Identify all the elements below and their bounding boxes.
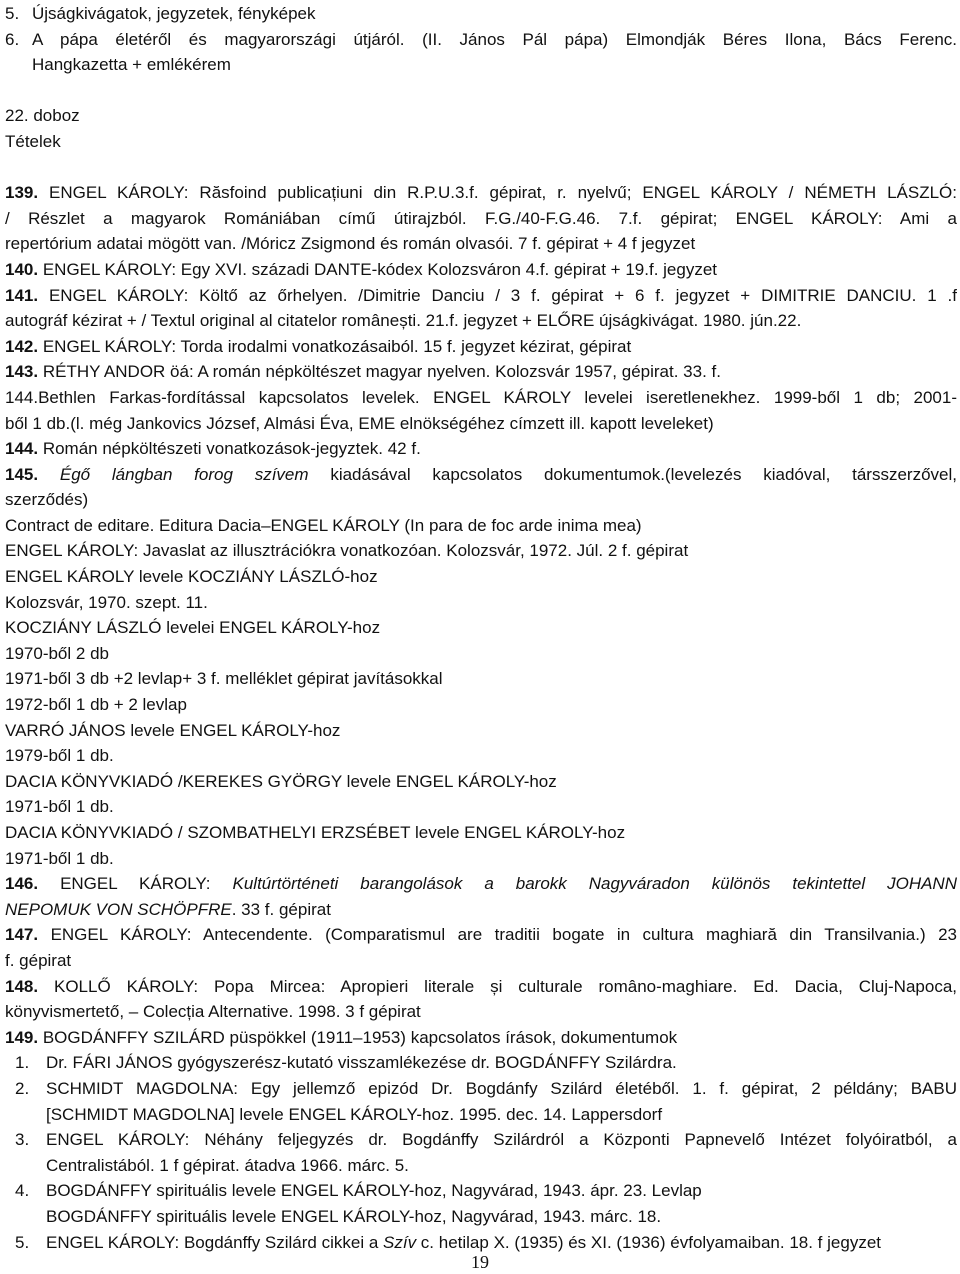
sublist-item: 2. SCHMIDT MAGDOLNA: Egy jellemző epizód Dr. Bogdánfy Szilárd életéből. 1. f. gépirat, 2 példány; BABU [SCHMIDT MAGDOLNA] levele ENGEL KÁROLY-hoz. 1995. dec. 14. Lappersdorf: [15, 1078, 957, 1124]
sublist-item: 1. Dr. FÁRI JÁNOS gyógyszerész-kutató visszamlékezése dr. BOGDÁNFFY Szilárdra.: [15, 1053, 677, 1073]
entry-145-line: 1971-ből 3 db +2 levlap+ 3 f. melléklet gépirat javításokkal: [5, 669, 443, 689]
entry-145-line: VARRÓ JÁNOS levele ENGEL KÁROLY-hoz: [5, 720, 341, 740]
sublist-item: 3. ENGEL KÁROLY: Néhány feljegyzés dr. Bogdánffy Szilárdról a Központi Papnevelő Intézet folyóiratból, a Centralistából. 1 f gépirat. átadva 1966. márc. 5.: [15, 1130, 957, 1175]
entry-145-line: 1971-ből 1 db.: [5, 848, 114, 868]
entry-145-line: DACIA KÖNYVKIADÓ /KEREKES GYÖRGY levele ENGEL KÁROLY-hoz: [5, 771, 557, 791]
entry-144b: 144. Román népköltészeti vonatkozások-jegyztek. 42 f.: [5, 439, 421, 459]
entry-145-line: 1972-ből 1 db + 2 levlap: [5, 695, 187, 715]
entry-147: 147. ENGEL KÁROLY: Antecendente. (Comparatismul are traditii bogate in cultura maghiară din Transilvania.) 23 f. gépirat: [5, 925, 957, 970]
entry-145-line: 1970-ből 2 db: [5, 643, 109, 663]
entry-142: 142. ENGEL KÁROLY: Torda irodalmi vonatkozásaiból. 15 f. jegyzet kézirat, gépirat: [5, 336, 632, 356]
entry-145-line: ENGEL KÁROLY levele KOCZIÁNY LÁSZLÓ-hoz: [5, 567, 378, 587]
entry-145-line: ENGEL KÁROLY: Javaslat az illusztrációkra vonatkozóan. Kolozsvár, 1972. Júl. 2 f. gépirat: [5, 541, 689, 561]
list-item-5: 5. Újságkivágatok, jegyzetek, fényképek: [5, 4, 316, 23]
entry-148: 148. KOLLŐ KÁROLY: Popa Mircea: Apropieri literale și culturale româno-maghiare. Ed. Dacia, Cluj-Napoca, könyvismertető, – Colecția Alternative. 1998. 3 f gépirat: [5, 976, 957, 1022]
entry-145-line: Contract de editare. Editura Dacia–ENGEL KÁROLY (In para de foc arde inima mea): [5, 515, 642, 535]
box-subheading: Tételek: [5, 131, 61, 151]
entry-145-line: 1979-ből 1 db.: [5, 746, 114, 766]
sublist-item: 5. ENGEL KÁROLY: Bogdánffy Szilárd cikkei a Szív c. hetilap X. (1935) és XI. (1936) évfolyamaiban. 18. f jegyzet: [15, 1232, 881, 1252]
entry-145: 145. Égő lángban forog szívem kiadásával kapcsolatos dokumentumok.(levelezés kiadóval, társszerzővel, szerződés) Contract de editare. Editura Dacia–ENGEL KÁROLY (In para de foc arde inima mea) ENGEL KÁROLY: Javaslat az illusztrációkra vonatkozóan. Kolozsvár, 1972. Júl. 2 f. gépirat ENGEL KÁROLY levele KOCZIÁNY LÁSZLÓ-hoz Kolozsvár, 1970. szept. 11. KOCZIÁNY LÁSZLÓ levelei ENGEL KÁROLY-hoz 1970-ből 2 db 1971-ből 3 db +2 levlap+ 3 f. melléklet gépirat javításokkal 1972-ből 1 db + 2 levlap VARRÓ JÁNOS levele ENGEL KÁROLY-hoz 1979-ből 1 db. DACIA KÖNYVKIADÓ /KEREKES GYÖRGY levele ENGEL KÁROLY-hoz 1971-ből 1 db. DACIA KÖNYVKIADÓ / SZOMBATHELYI ERZSÉBET levele ENGEL KÁROLY-hoz 1971-ből 1 db.: [5, 462, 957, 872]
entry-145-line: Kolozsvár, 1970. szept. 11.: [5, 592, 208, 612]
entry-141: 141. ENGEL KÁROLY: Költő az őrhelyen. /Dimitrie Danciu / 3 f. gépirat + 6 f. jegyzet + DIMITRIE DANCIU. 1 .f autográf kézirat + / Textul original al citatelor românești. 21.f. jegyzet + ELŐRE újságkivágat. 1980. jún.22.: [5, 285, 957, 331]
box-label: 22. doboz: [5, 106, 80, 126]
entry-145-line: 1971-ből 1 db.: [5, 797, 114, 817]
entry-139: 139. ENGEL KÁROLY: Răsfoind publicațiuni din R.P.U.3.f. gépirat, r. nyelvű; ENGEL KÁROLY / NÉMETH LÁSZLÓ: / Részlet a magyarok Romániában című útirajzból. F.G./40-F.G.46. 7.f. gépirat; ENGEL KÁROLY: Ami a repertórium adatai mögött van. /Móricz Zsigmond és román olvasói. 7 f. gépirat + 4 f jegyzet: [5, 183, 957, 254]
entry-143: 143. RÉTHY ANDOR öá: A román népköltészet magyar nyelven. Kolozsvár 1957, gépirat. 33. f.: [5, 362, 721, 382]
document-page: [5, 1, 957, 1255]
entry-144: 144.Bethlen Farkas-fordítással kapcsolatos levelek. ENGEL KÁROLY levelei iseretlenekhez. 1999-ből 1 db; 2001- ből 1 db.(l. még Jankovics József, Almási Éva, EME elnökségéhez címzett ill. kapott leveleket): [5, 387, 957, 433]
entry-145-line: DACIA KÖNYVKIADÓ / SZOMBATHELYI ERZSÉBET levele ENGEL KÁROLY-hoz: [5, 823, 626, 842]
entry-146: 146. ENGEL KÁROLY: Kultúrtörténeti barangolások a barokk Nagyváradon különös tekintettel JOHANN NEPOMUK VON SCHÖPFRE. 33 f. gépirat: [5, 874, 957, 919]
entry-140: 140. ENGEL KÁROLY: Egy XVI. századi DANTE-kódex Kolozsváron 4.f. gépirat + 19.f. jegyzet: [5, 259, 718, 279]
page-number: 19: [471, 1252, 489, 1272]
entry-145-line: KOCZIÁNY LÁSZLÓ levelei ENGEL KÁROLY-hoz: [5, 618, 381, 638]
list-item-6: 6. A pápa életéről és magyarországi útjáról. (II. János Pál pápa) Elmondják Béres Ilona, Bács Ferenc. Hangkazetta + emlékérem: [5, 29, 957, 75]
sublist-item: 4. BOGDÁNFFY spirituális levele ENGEL KÁROLY-hoz, Nagyvárad, 1943. ápr. 23. Levlap BOGDÁNFFY spirituális levele ENGEL KÁROLY-hoz, Nagyvárad, 1943. márc. 18.: [15, 1181, 702, 1226]
entry-149: 149. BOGDÁNFFY SZILÁRD püspökkel (1911–1953) kapcsolatos írások, dokumentumok 1. Dr. FÁRI JÁNOS gyógyszerész-kutató visszamlékezése dr. BOGDÁNFFY Szilárdra. 2. SCHMIDT MAGDOLNA: Egy jellemző epizód Dr. Bogdánfy Szilárd életéből. 1. f. gépirat, 2 példány; BABU [SCHMIDT MAGDOLNA] levele ENGEL KÁROLY-hoz. 1995. dec. 14. Lappersdorf 3. ENGEL KÁROLY: Néhány feljegyzés dr. Bogdánffy Szilárdról a Központi Papnevelő Intézet folyóiratból, a Centralistából. 1 f gépirat. átadva 1966. márc. 5. 4. BOGDÁNFFY spirituális levele ENGEL KÁROLY-hoz, Nagyvárad, 1943. ápr. 23. Levlap BOGDÁNFFY spirituális levele ENGEL KÁROLY-hoz, Nagyvárad, 1943. márc. 18. 5. ENGEL KÁROLY: Bogdánffy Szilárd cikkei a Szív c. hetilap X. (1935) és XI. (1936) évfolyamaiban. 18. f jegyzet: [5, 1025, 957, 1255]
